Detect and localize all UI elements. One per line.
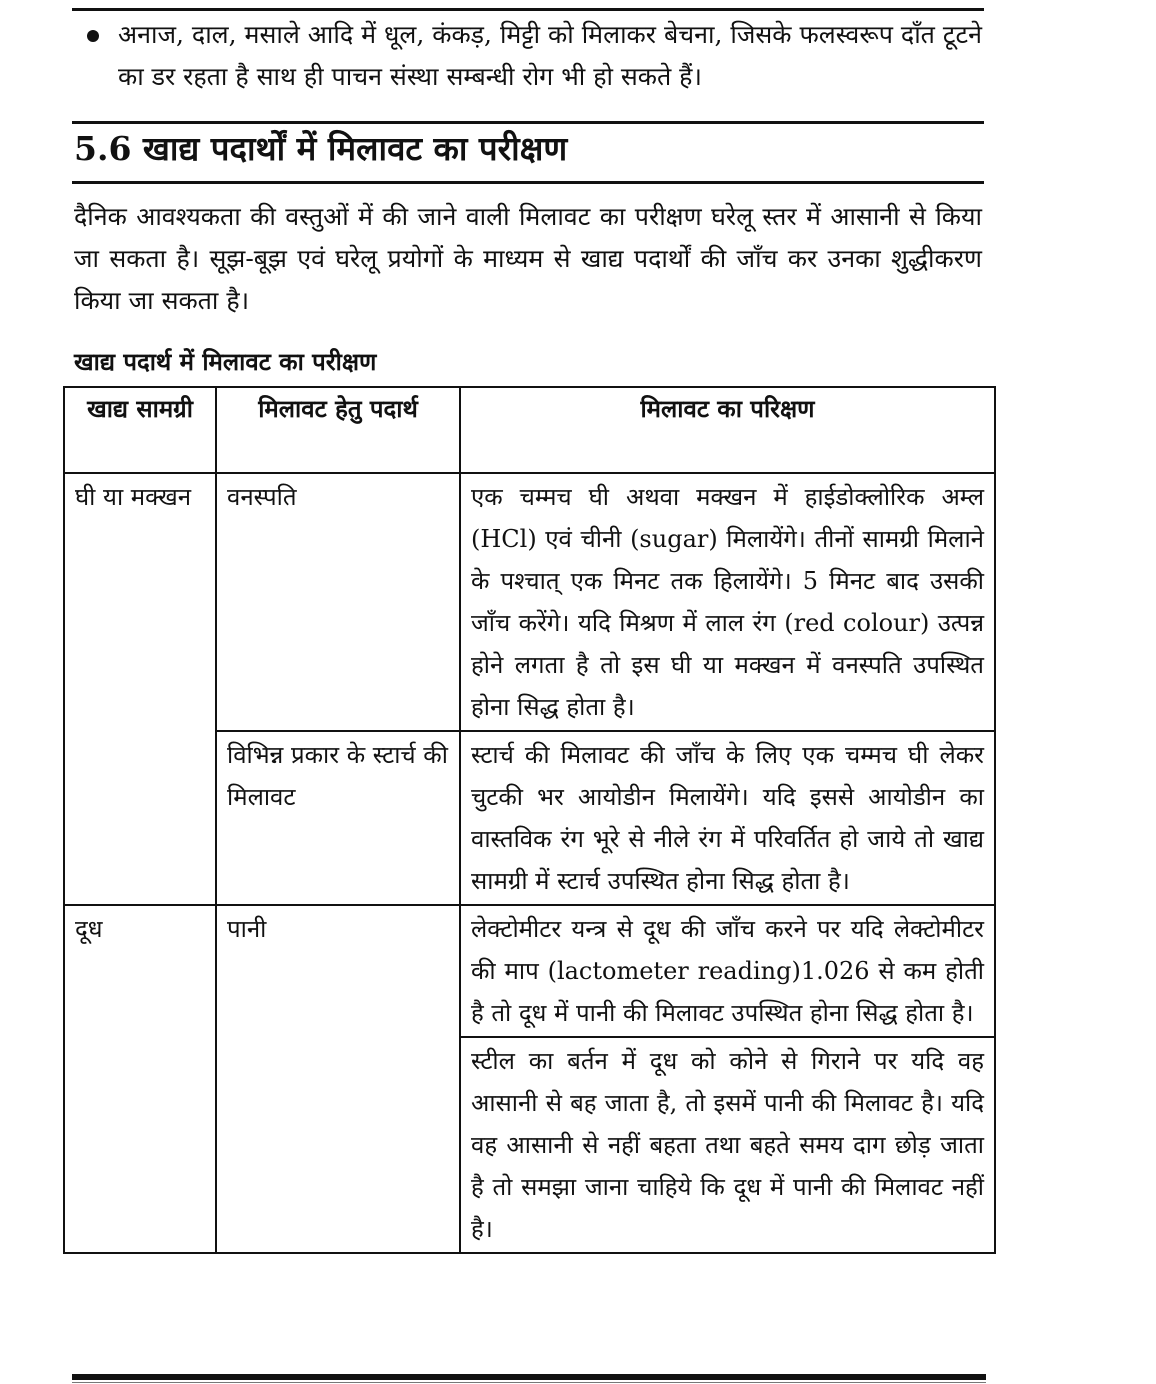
header-test: मिलावट का परिक्षण — [460, 387, 995, 473]
cell-test: स्टार्च की मिलावट की जाँच के लिए एक चम्मच घी लेकर चुटकी भर आयोडीन मिलायेंगे। यदि इससे आयोडीन का वास्तविक रंग भूरे से नीले रंग में परिवर्तित हो जाये तो खाद्य सामग्री में स्टार्च उपस्थित होना सिद्ध होता है। — [460, 731, 995, 905]
top-rule — [72, 8, 984, 11]
bullet-text: अनाज, दाल, मसाले आदि में धूल, कंकड़, मिट्टी को मिलाकर बेचना, जिसके फलस्वरूप दाँत टूटने का डर रहता है साथ ही पाचन संस्था सम्बन्धी रोग भी हो सकते हैं। — [118, 20, 982, 91]
cell-test: एक चम्मच घी अथवा मक्खन में हाईडोक्लोरिक अम्ल (HCl) एवं चीनी (sugar) मिलायेंगे। तीनों सामग्री मिलाने के पश्चात् एक मिनट तक हिलायेंगे। 5 मिनट बाद उसकी जाँच करेंगे। यदि मिश्रण में लाल रंग (red colour) उत्पन्न होने लगता है तो इस घी या मक्खन में वनस्पति उपस्थित होना सिद्ध होता है। — [460, 473, 995, 731]
cell-test: स्टील का बर्तन में दूध को कोने से गिराने पर यदि वह आसानी से बह जाता है, तो इसमें पानी की मिलावट है। यदि वह आसानी से नहीं बहता तथा बहते समय दाग छोड़ जाता है तो समझा जाना चाहिये कि दूध में पानी की मिलावट नहीं है। — [460, 1037, 995, 1253]
footer-rule-thin — [72, 1382, 986, 1383]
table-row — [64, 905, 995, 1037]
footer-rule — [72, 1374, 986, 1380]
adulteration-table — [63, 386, 996, 1254]
cell-adulterant: विभिन्न प्रकार के स्टार्च की मिलावट — [216, 731, 460, 905]
cell-food: घी या मक्खन — [64, 473, 216, 905]
cell-food: दूध — [64, 905, 216, 1253]
table-title: खाद्य पदार्थ में मिलावट का परीक्षण — [74, 347, 377, 376]
cell-adulterant: वनस्पति — [216, 473, 460, 731]
cell-adulterant: पानी — [216, 905, 460, 1253]
section-heading: 5.6 खाद्य पदार्थों में मिलावट का परीक्षण — [74, 129, 568, 168]
header-food: खाद्य सामग्री — [64, 387, 216, 473]
bullet-dot-icon — [87, 30, 99, 42]
header-adulterant: मिलावट हेतु पदार्थ — [216, 387, 460, 473]
bullet-item — [82, 14, 982, 98]
table-row — [64, 473, 995, 731]
cell-test: लेक्टोमीटर यन्त्र से दूध की जाँच करने पर यदि लेक्टोमीटर की माप (lactometer reading)1.026 से कम होती है तो दूध में पानी की मिलावट उपस्थित होना सिद्ध होता है। — [460, 905, 995, 1037]
table-header-row — [64, 387, 995, 473]
intro-paragraph: दैनिक आवश्यकता की वस्तुओं में की जाने वाली मिलावट का परीक्षण घरेलू स्तर में आसानी से किया जा सकता है। सूझ-बूझ एवं घरेलू प्रयोगों के माध्यम से खाद्य पदार्थों की जाँच कर उनका शुद्धीकरण किया जा सकता है। — [74, 202, 982, 315]
heading-bottom-rule — [72, 181, 984, 184]
